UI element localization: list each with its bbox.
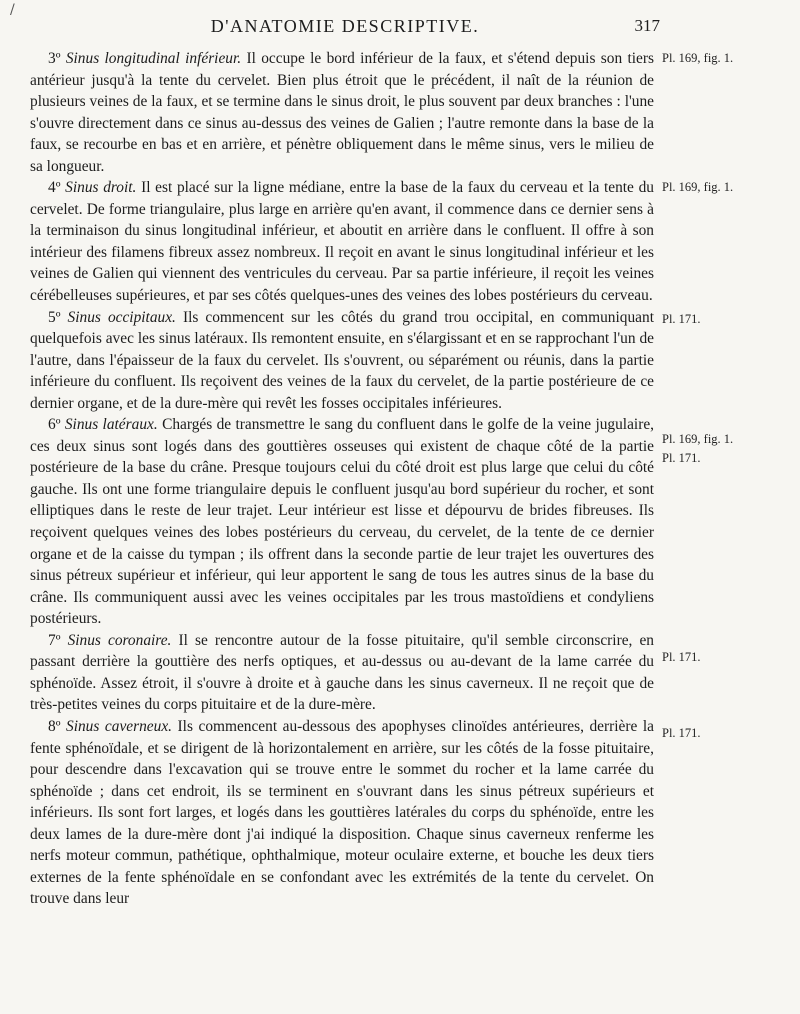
paragraph-number: 5º xyxy=(48,308,61,326)
corner-mark: / xyxy=(10,2,15,18)
paragraph-number: 7º xyxy=(48,631,61,649)
running-header xyxy=(30,16,660,42)
paragraph-text: Il occupe le bord inférieur de la faux, et s'étend depuis son tiers antérieur jusqu'à la tente du cervelet. Bien plus étroit que le précédent, il naît de la réunion de plusieurs veines de la faux, et se termine dans le sinus droit, le plus souvent par deux branches : l'une s'ouvre directement dans ce sinus au-dessus des veines de Galien ; l'autre remonte dans la base de la faux, se recourbe en bas et en arrière, et pénètre obliquement dans le même sinus, vers le milieu de sa longueur. xyxy=(30,50,654,175)
paragraph-number: 4º xyxy=(48,179,61,197)
margin-note: Pl. 171. xyxy=(662,726,701,740)
paragraph-text: Il est placé sur la ligne médiane, entre la base de la faux du cerveau et la tente du cervelet. De forme triangulaire, plus large en arrière qu'en avant, il commence dans ce dernier sens à la terminaison du sinus longitudinal inférieur, et aboutit en arrière dans le confluent. Il offre à son intérieur des filamens fibreux assez nombreux. Il reçoit en avant le sinus longitudinal inférieur et les veines de Galien qui viennent des ventricules du cerveau. Par sa partie inférieure, il reçoit les veines cérébelleuses supérieures, et par ses côtés quelques-unes des veines des lobes postérieurs du cerveau. xyxy=(30,179,654,305)
paragraph-sinus-caverneux xyxy=(30,716,654,910)
paragraph-heading: Sinus longitudinal inférieur. xyxy=(65,50,242,67)
paragraph-text: Il se rencontre autour de la fosse pituitaire, qu'il semble circonscrire, en passant derrière la gouttière des nerfs optiques, et au-dessus ou au-devant de la lame carrée du sphénoïde. Assez étroit, il s'ouvre à droite et à gauche dans les sinus caverneux. Il ne reçoit que de très-petites veines du corps pituitaire et de la dure-mère. xyxy=(30,631,654,714)
paragraph-sinus-coronaire xyxy=(30,630,654,716)
paragraph-text: Ils commencent sur les côtés du grand trou occipital, en communiquant quelquefois avec les sinus latéraux. Ils remontent ensuite, en s'élargissant et en se rapprochant l'un de l'autre, dans l'épaisseur de la faux du cervelet. Ils s'ouvrent, ou séparément ou réunis, dans la partie inférieure du confluent. Ils reçoivent des veines de la faux du cervelet, de la partie postérieure de ce dernier organe, et de la dure-mère qui revêt les fosses occipitales inférieures. xyxy=(30,308,654,412)
paragraph-heading: Sinus coronaire. xyxy=(67,631,172,649)
margin-note: Pl. 171. xyxy=(662,650,701,664)
paragraph-number: 8º xyxy=(48,717,61,735)
paragraph-number: 6º xyxy=(48,416,61,434)
paragraph-sinus-longitudinal-inferieur xyxy=(30,48,654,177)
page-number: 317 xyxy=(634,16,660,35)
paragraph-heading: Sinus caverneux. xyxy=(66,717,172,735)
margin-note: Pl. 169, fig. 1. xyxy=(662,180,734,194)
paragraph-number: 3º xyxy=(48,50,61,67)
body-text xyxy=(30,48,654,910)
margin-note: Pl. 171. xyxy=(662,451,701,465)
margin-note: Pl. 171. xyxy=(662,312,701,326)
paragraph-text: Ils commencent au-dessous des apophyses clinoïdes antérieures, derrière la fente sphénoïdale, et se dirigent de là horizontalement en arrière, sur les côtés de la fosse pituitaire, pour descendre dans l'excavation qui se trouve entre le sommet du rocher et la lame carrée du sphénoïde ; dans cet endroit, ils se terminent en s'ouvrant dans les sinus pétreux supérieurs et inférieurs. Ils sont fort larges, et logés dans les gouttières latérales du corps du sphénoïde, entre les deux lames de la dure-mère dont j'ai indiqué la disposition. Chaque sinus caverneux renferme les nerfs moteur commun, pathétique, ophthalmique, moteur oculaire externe, et bouche les deux tiers externes de la fente sphénoïdale en se confondant avec les extrémités de la tente du cervelet. On trouve dans leur xyxy=(30,717,654,908)
margin-note: Pl. 169, fig. 1. xyxy=(662,432,734,446)
paragraph-sinus-occipitaux xyxy=(30,307,654,415)
paragraph-sinus-lateraux xyxy=(30,414,654,629)
paragraph-sinus-droit xyxy=(30,177,654,306)
paragraph-heading: Sinus latéraux. xyxy=(64,416,158,434)
paragraph-heading: Sinus occipitaux. xyxy=(67,308,176,326)
running-title: D'ANATOMIE DESCRIPTIVE. xyxy=(210,16,480,36)
paragraph-heading: Sinus droit. xyxy=(65,179,137,197)
margin-note: Pl. 169, fig. 1. xyxy=(662,51,734,65)
paragraph-text: Chargés de transmettre le sang du confluent dans le golfe de la veine jugulaire, ces deux sinus sont logés dans des gouttières osseuses qui existent de chaque côté de la partie postérieure de la base du crâne. Presque toujours celui du côté droit est plus large que celui du côté gauche. Ils ont une forme triangulaire depuis le confluent jusqu'au bord supérieur du rocher, et sont elliptiques dans le reste de leur trajet. Leur intérieur est lisse et dépourvu de brides fibreuses. Ils reçoivent quelques veines des lobes postérieurs du cerveau, du cervelet, de la tente de ce dernier organe et de la caisse du tympan ; ils offrent dans la seconde partie de leur trajet les ouvertures des sinus pétreux supérieur et inférieur, qui leur apportent le sang de tous les autres sinus de la base du crâne. Ils communiquent aussi avec les veines occipitales par les trous mastoïdiens et condyliens postérieurs. xyxy=(30,416,654,628)
